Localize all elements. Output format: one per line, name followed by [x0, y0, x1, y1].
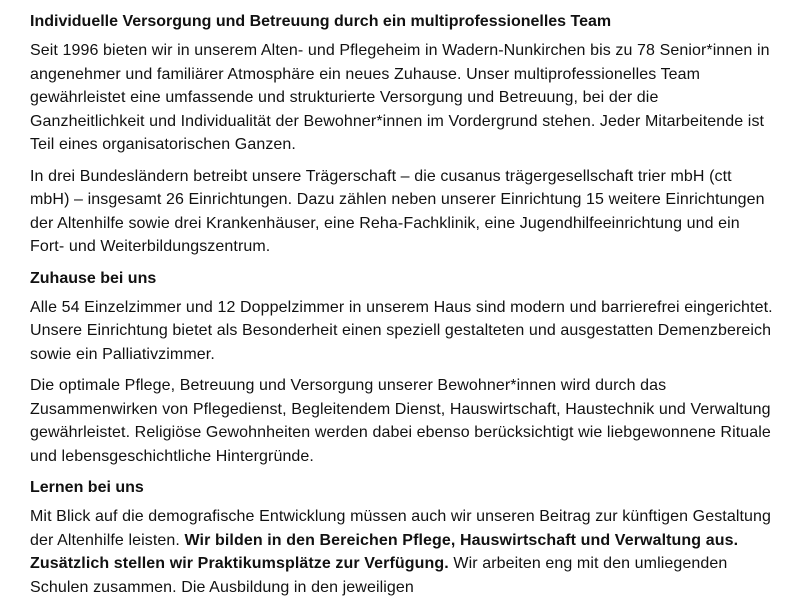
section-heading-home: Zuhause bei uns — [30, 269, 157, 287]
paragraph-rooms: Alle 54 Einzelzimmer und 12 Doppelzimmer in unserem Haus sind modern und barrierefrei eingerichtet. Unsere Einrichtung bietet als Besonderheit einen speziell gestalteten und ausgestatten Demenzbereich sowie ein Palliativzimmer. — [30, 298, 773, 363]
section-heading-team: Individuelle Versorgung und Betreuung durch ein multiprofessionelles Team — [30, 13, 612, 30]
section-team — [30, 10, 774, 259]
section-learning — [30, 476, 774, 599]
paragraph-care: Die optimale Pflege, Betreuung und Versorgung unserer Bewohner*innen wird durch das Zusammenwirken von Pflegedienst, Begleitendem Dienst, Hauswirtschaft, Haustechnik und Verwaltung gewährleistet. Religiöse Gewohnheiten werden dabei ebenso berücksichtigt wie liebgewonnene Rituale und lebensgeschichtliche Hintergründe. — [30, 377, 771, 465]
paragraph-training-highlight: Wir bilden in den Bereichen Pflege, Hauswirtschaft und Verwaltung aus. Zusätzlich stellen wir Praktikumsplätze zur Verfügung. — [30, 531, 739, 572]
paragraph-training-continuation: Wir arbeiten eng mit den umliegenden Schulen zusammen. Die Ausbildung in den jeweiligen — [30, 555, 728, 596]
paragraph-training-intro: Mit Blick auf die demografische Entwicklung müssen auch wir unseren Beitrag zur künftigen Gestaltung der Altenhilfe leisten. — [30, 508, 772, 549]
paragraph-about-operator: In drei Bundesländern betreibt unsere Trägerschaft – die cusanus trägergesellschaft trier mbH (ctt mbH) – insgesamt 26 Einrichtungen. Dazu zählen neben unserer Einrichtung 15 weitere Einrichtungen der Altenhilfe sowie drei Krankenhäuser, eine Reha-Fachklinik, eine Jugendhilfeeinrichtung und ein Fort- und Weiterbildungszentrum. — [30, 167, 765, 255]
paragraph-about-facility: Seit 1996 bieten wir in unserem Alten- und Pflegeheim in Wadern-Nunkirchen bis zu 78 Senior*innen in angenehmer und familiärer Atmosphäre ein neues Zuhause. Unser multiprofessionelles Team gewährleistet eine umfassende und strukturierte Versorgung und Betreuung, bei der die Ganzheitlichkeit und Individualität der Bewohner*innen im Vordergrund stehen. Jeder Mitarbeitende ist Teil eines organisatorischen Ganzen. — [30, 42, 770, 153]
section-heading-learning: Lernen bei uns — [30, 479, 144, 496]
paragraph-training — [30, 505, 774, 599]
section-home — [30, 267, 774, 469]
